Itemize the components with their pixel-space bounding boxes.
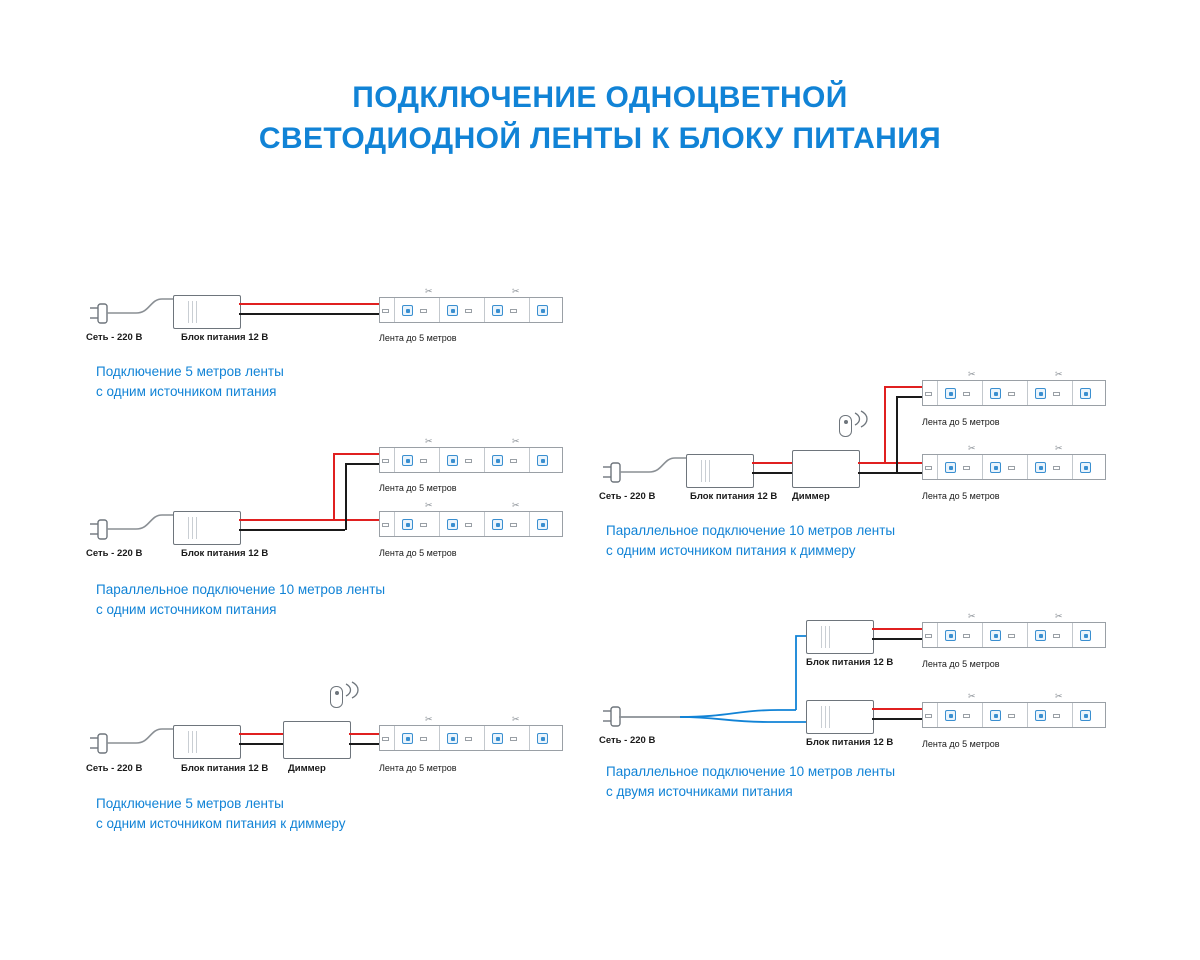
resistor (963, 634, 970, 638)
strip-label: Лента до 5 метров (379, 333, 457, 343)
dimmer-label: Диммер (288, 763, 326, 774)
strip-label: Лента до 5 метров (922, 659, 1000, 669)
strip-label: Лента до 5 метров (379, 763, 457, 773)
psu-label: Блок питания 12 В (181, 548, 269, 559)
psu-label: Блок питания 12 В (181, 332, 269, 343)
cut-mark-icon: ✂ (968, 443, 976, 453)
diagram-caption (606, 762, 895, 801)
cut-mark-icon: ✂ (425, 286, 433, 296)
mains-label: Сеть - 220 В (86, 548, 143, 559)
caption-line-2: с одним источником питания (96, 383, 277, 399)
cut-mark-icon: ✂ (512, 286, 520, 296)
caption-line-1: Параллельное подключение 10 метров ленты (606, 764, 896, 779)
led-chip (1080, 710, 1091, 721)
cut-mark-icon: ✂ (1055, 443, 1063, 453)
cut-mark-icon: ✂ (512, 500, 520, 510)
led-chip (945, 710, 956, 721)
caption-line-1: Подключение 5 метров ленты (96, 364, 284, 379)
cut-mark-icon: ✂ (512, 436, 520, 446)
resistor (1053, 714, 1060, 718)
wire-positive (872, 628, 928, 630)
mains-label: Сеть - 220 В (86, 332, 143, 343)
wire-negative (872, 718, 928, 720)
led-chip (990, 710, 1001, 721)
resistor (1008, 714, 1015, 718)
psu-label: Блок питания 12 В (806, 737, 894, 748)
wire-positive (872, 708, 928, 710)
mains-label: Сеть - 220 В (599, 735, 656, 746)
led-chip (945, 630, 956, 641)
cut-mark-icon: ✂ (1055, 691, 1063, 701)
strip-label: Лента до 5 метров (922, 739, 1000, 749)
caption-line-2: с одним источником питания к диммеру (606, 542, 856, 558)
led-chip (990, 630, 1001, 641)
led-strip (922, 622, 1106, 648)
cut-mark-icon: ✂ (1055, 369, 1063, 379)
resistor (1053, 634, 1060, 638)
page-title-line-1: ПОДКЛЮЧЕНИЕ ОДНОЦВЕТНОЙ (352, 81, 848, 114)
resistor (925, 634, 932, 638)
caption-line-2: с одним источником питания к диммеру (96, 815, 346, 831)
strip-label: Лента до 5 метров (379, 483, 457, 493)
caption-line-2: с двумя источниками питания (606, 783, 793, 799)
led-chip (1080, 630, 1091, 641)
resistor (1008, 634, 1015, 638)
psu-label: Блок питания 12 В (181, 763, 269, 774)
cut-mark-icon: ✂ (425, 714, 433, 724)
psu-label: Блок питания 12 В (806, 657, 894, 668)
cut-mark-icon: ✂ (968, 611, 976, 621)
led-strip (922, 702, 1106, 728)
cut-mark-icon: ✂ (968, 691, 976, 701)
psu-label: Блок питания 12 В (690, 491, 778, 502)
caption-line-2: с одним источником питания (96, 601, 277, 617)
mains-label: Сеть - 220 В (599, 491, 656, 502)
led-chip (1035, 630, 1046, 641)
cut-mark-icon: ✂ (512, 714, 520, 724)
resistor (963, 714, 970, 718)
power-supply-unit (806, 620, 874, 654)
caption-line-1: Параллельное подключение 10 метров ленты (96, 582, 386, 597)
led-chip (1035, 710, 1046, 721)
resistor (925, 714, 932, 718)
dimmer-label: Диммер (792, 491, 830, 502)
cut-mark-icon: ✂ (425, 436, 433, 446)
cut-mark-icon: ✂ (968, 369, 976, 379)
strip-label: Лента до 5 метров (922, 491, 1000, 501)
mains-split-wires (618, 630, 838, 740)
caption-line-1: Подключение 5 метров ленты (96, 796, 284, 811)
cut-mark-icon: ✂ (1055, 611, 1063, 621)
strip-label: Лента до 5 метров (379, 548, 457, 558)
wire-negative (872, 638, 928, 640)
cut-mark-icon: ✂ (425, 500, 433, 510)
strip-label: Лента до 5 метров (922, 417, 1000, 427)
page-title-line-2: СВЕТОДИОДНОЙ ЛЕНТЫ К БЛОКУ ПИТАНИЯ (258, 121, 942, 155)
mains-label: Сеть - 220 В (86, 763, 143, 774)
power-supply-unit (806, 700, 874, 734)
caption-line-1: Параллельное подключение 10 метров ленты (606, 523, 896, 538)
